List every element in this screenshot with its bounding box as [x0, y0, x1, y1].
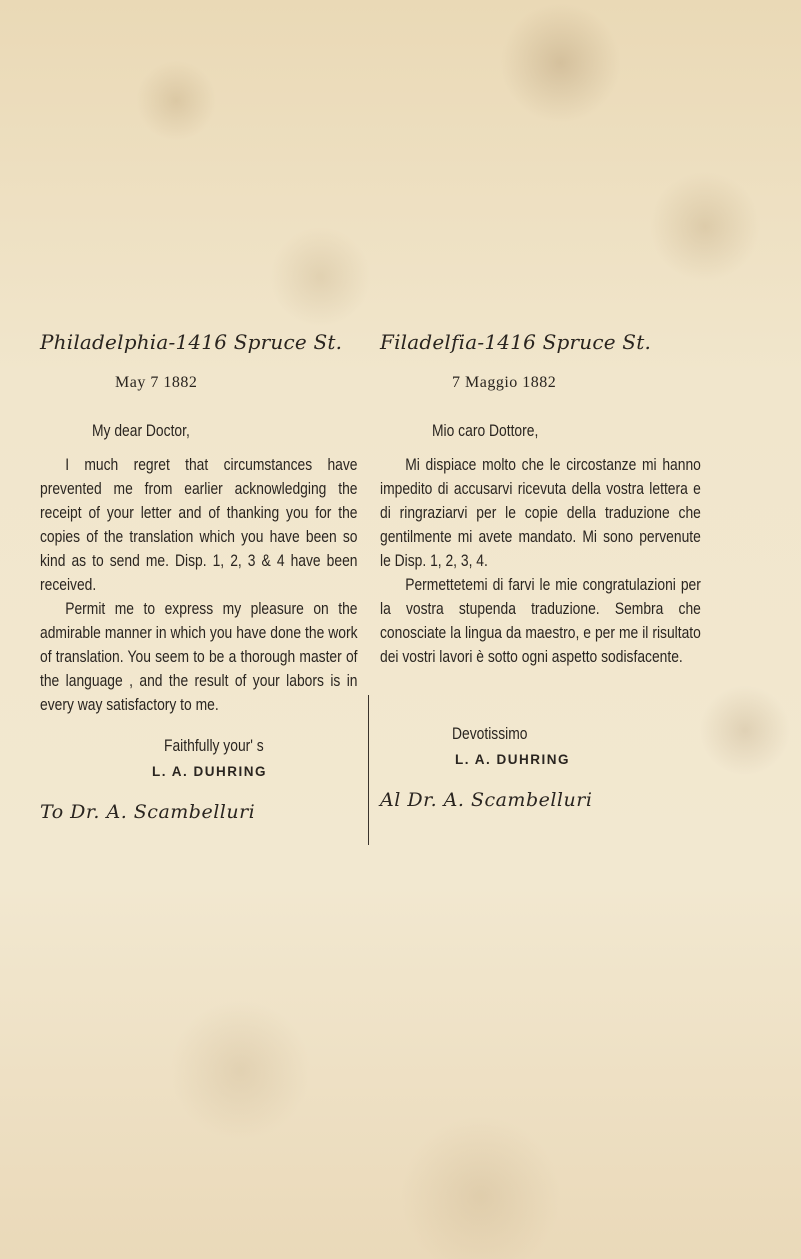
english-letter	[40, 330, 358, 823]
paragraph: Permit me to express my pleasure on the admirable manner in which you have done the work of translation. You seem to be a thorough master of the language , and the result of your labors is in every way satisfactory to me.	[40, 600, 358, 714]
heading-address: 1416 Spruce St.	[175, 330, 343, 354]
column-divider	[368, 695, 369, 845]
recipient: Al Dr. A. Scambelluri	[380, 789, 593, 811]
heading-address: 1416 Spruce St.	[484, 330, 652, 354]
letter-body	[40, 453, 358, 717]
signature: L. A. DUHRING	[455, 752, 570, 767]
letter-heading	[380, 330, 700, 354]
salutation: Mio caro Dottore,	[432, 422, 539, 440]
closing: Devotissimo	[452, 725, 528, 743]
letter-heading	[40, 330, 358, 354]
paragraph: Permettetemi di farvi le mie congratulazioni per la vostra stupenda traduzione. Sembra che conosciate la lingua da maestro, e per me il risultato dei vostri lavori è sotto ogni aspetto sodisfacente.	[380, 576, 701, 666]
heading-place: Filadelfia-	[380, 330, 485, 354]
letter-date: May 7 1882	[115, 374, 198, 391]
salutation: My dear Doctor,	[92, 422, 190, 440]
paragraph: Mi dispiace molto che le circostanze mi hanno impedito di accusarvi ricevuta della vostra lettera e di ringraziarvi per le copie della traduzione che gentilmente mi avete mandato. Mi sono pervenute le Disp. 1, 2, 3, 4.	[380, 456, 701, 570]
recipient: To Dr. A. Scambelluri	[40, 801, 256, 823]
closing: Faithfully your' s	[164, 737, 264, 755]
heading-place: Philadelphia-	[40, 330, 176, 354]
paragraph: I much regret that circumstances have prevented me from earlier acknowledging the receipt of your letter and of thanking you for the copies of the translation which you have been so kind as to send me. Disp. 1, 2, 3 & 4 have been received.	[40, 456, 358, 594]
letter-date: 7 Maggio 1882	[452, 374, 557, 391]
letter-body	[380, 453, 700, 669]
italian-letter	[380, 330, 700, 811]
signature: L. A. DUHRING	[152, 764, 267, 779]
